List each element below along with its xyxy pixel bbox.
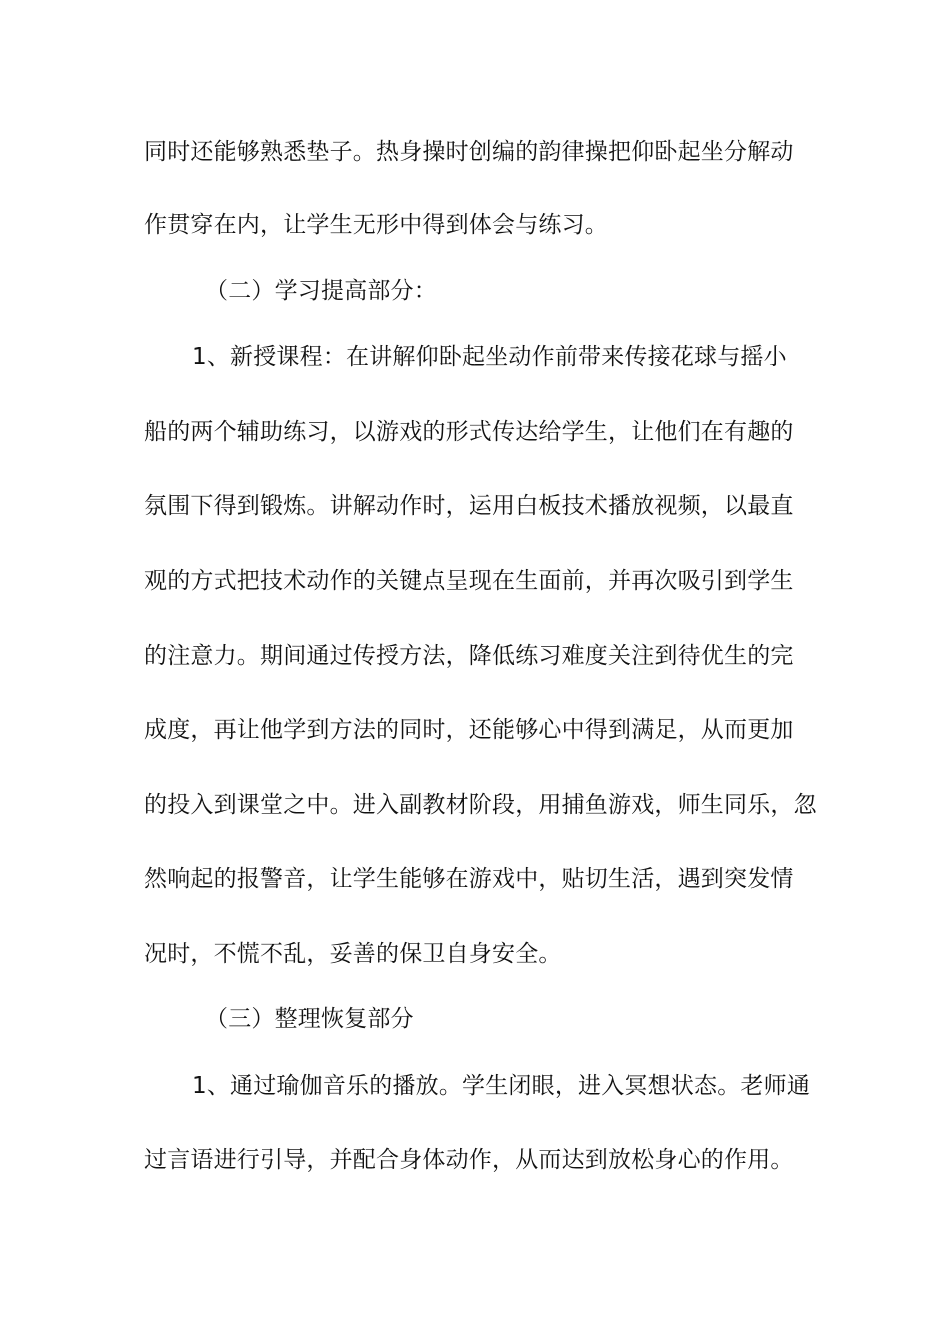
paragraph-line: 观的方式把技术动作的关键点呈现在生面前，并再次吸引到学生 [144, 568, 794, 594]
paragraph-line: 成度，再让他学到方法的同时，还能够心中得到满足，从而更加 [144, 717, 794, 743]
paragraph-line: 过言语进行引导，并配合身体动作，从而达到放松身心的作用。 [144, 1147, 794, 1173]
list-item-line: 1、新授课程：在讲解仰卧起坐动作前带来传接花球与摇小 [192, 344, 787, 370]
paragraph-line: 作贯穿在内，让学生无形中得到体会与练习。 [144, 212, 608, 238]
paragraph-line: 的投入到课堂之中。进入副教材阶段，用捕鱼游戏，师生同乐，忽 [144, 792, 817, 818]
paragraph-line: 同时还能够熟悉垫子。热身操时创编的韵律操把仰卧起坐分解动 [144, 139, 794, 165]
paragraph-line: 船的两个辅助练习，以游戏的形式传达给学生，让他们在有趣的 [144, 419, 794, 445]
paragraph-line: 的注意力。期间通过传授方法，降低练习难度关注到待优生的完 [144, 643, 794, 669]
paragraph-line: 氛围下得到锻炼。讲解动作时，运用白板技术播放视频，以最直 [144, 493, 794, 519]
section-heading-3: （三）整理恢复部分 [205, 1006, 414, 1032]
section-heading-2: （二）学习提高部分： [205, 278, 437, 304]
list-item-line: 1、通过瑜伽音乐的播放。学生闭眼，进入冥想状态。老师通 [192, 1073, 811, 1099]
paragraph-line: 况时，不慌不乱，妥善的保卫自身安全。 [144, 941, 562, 967]
paragraph-line: 然响起的报警音，让学生能够在游戏中，贴切生活，遇到突发情 [144, 866, 794, 892]
